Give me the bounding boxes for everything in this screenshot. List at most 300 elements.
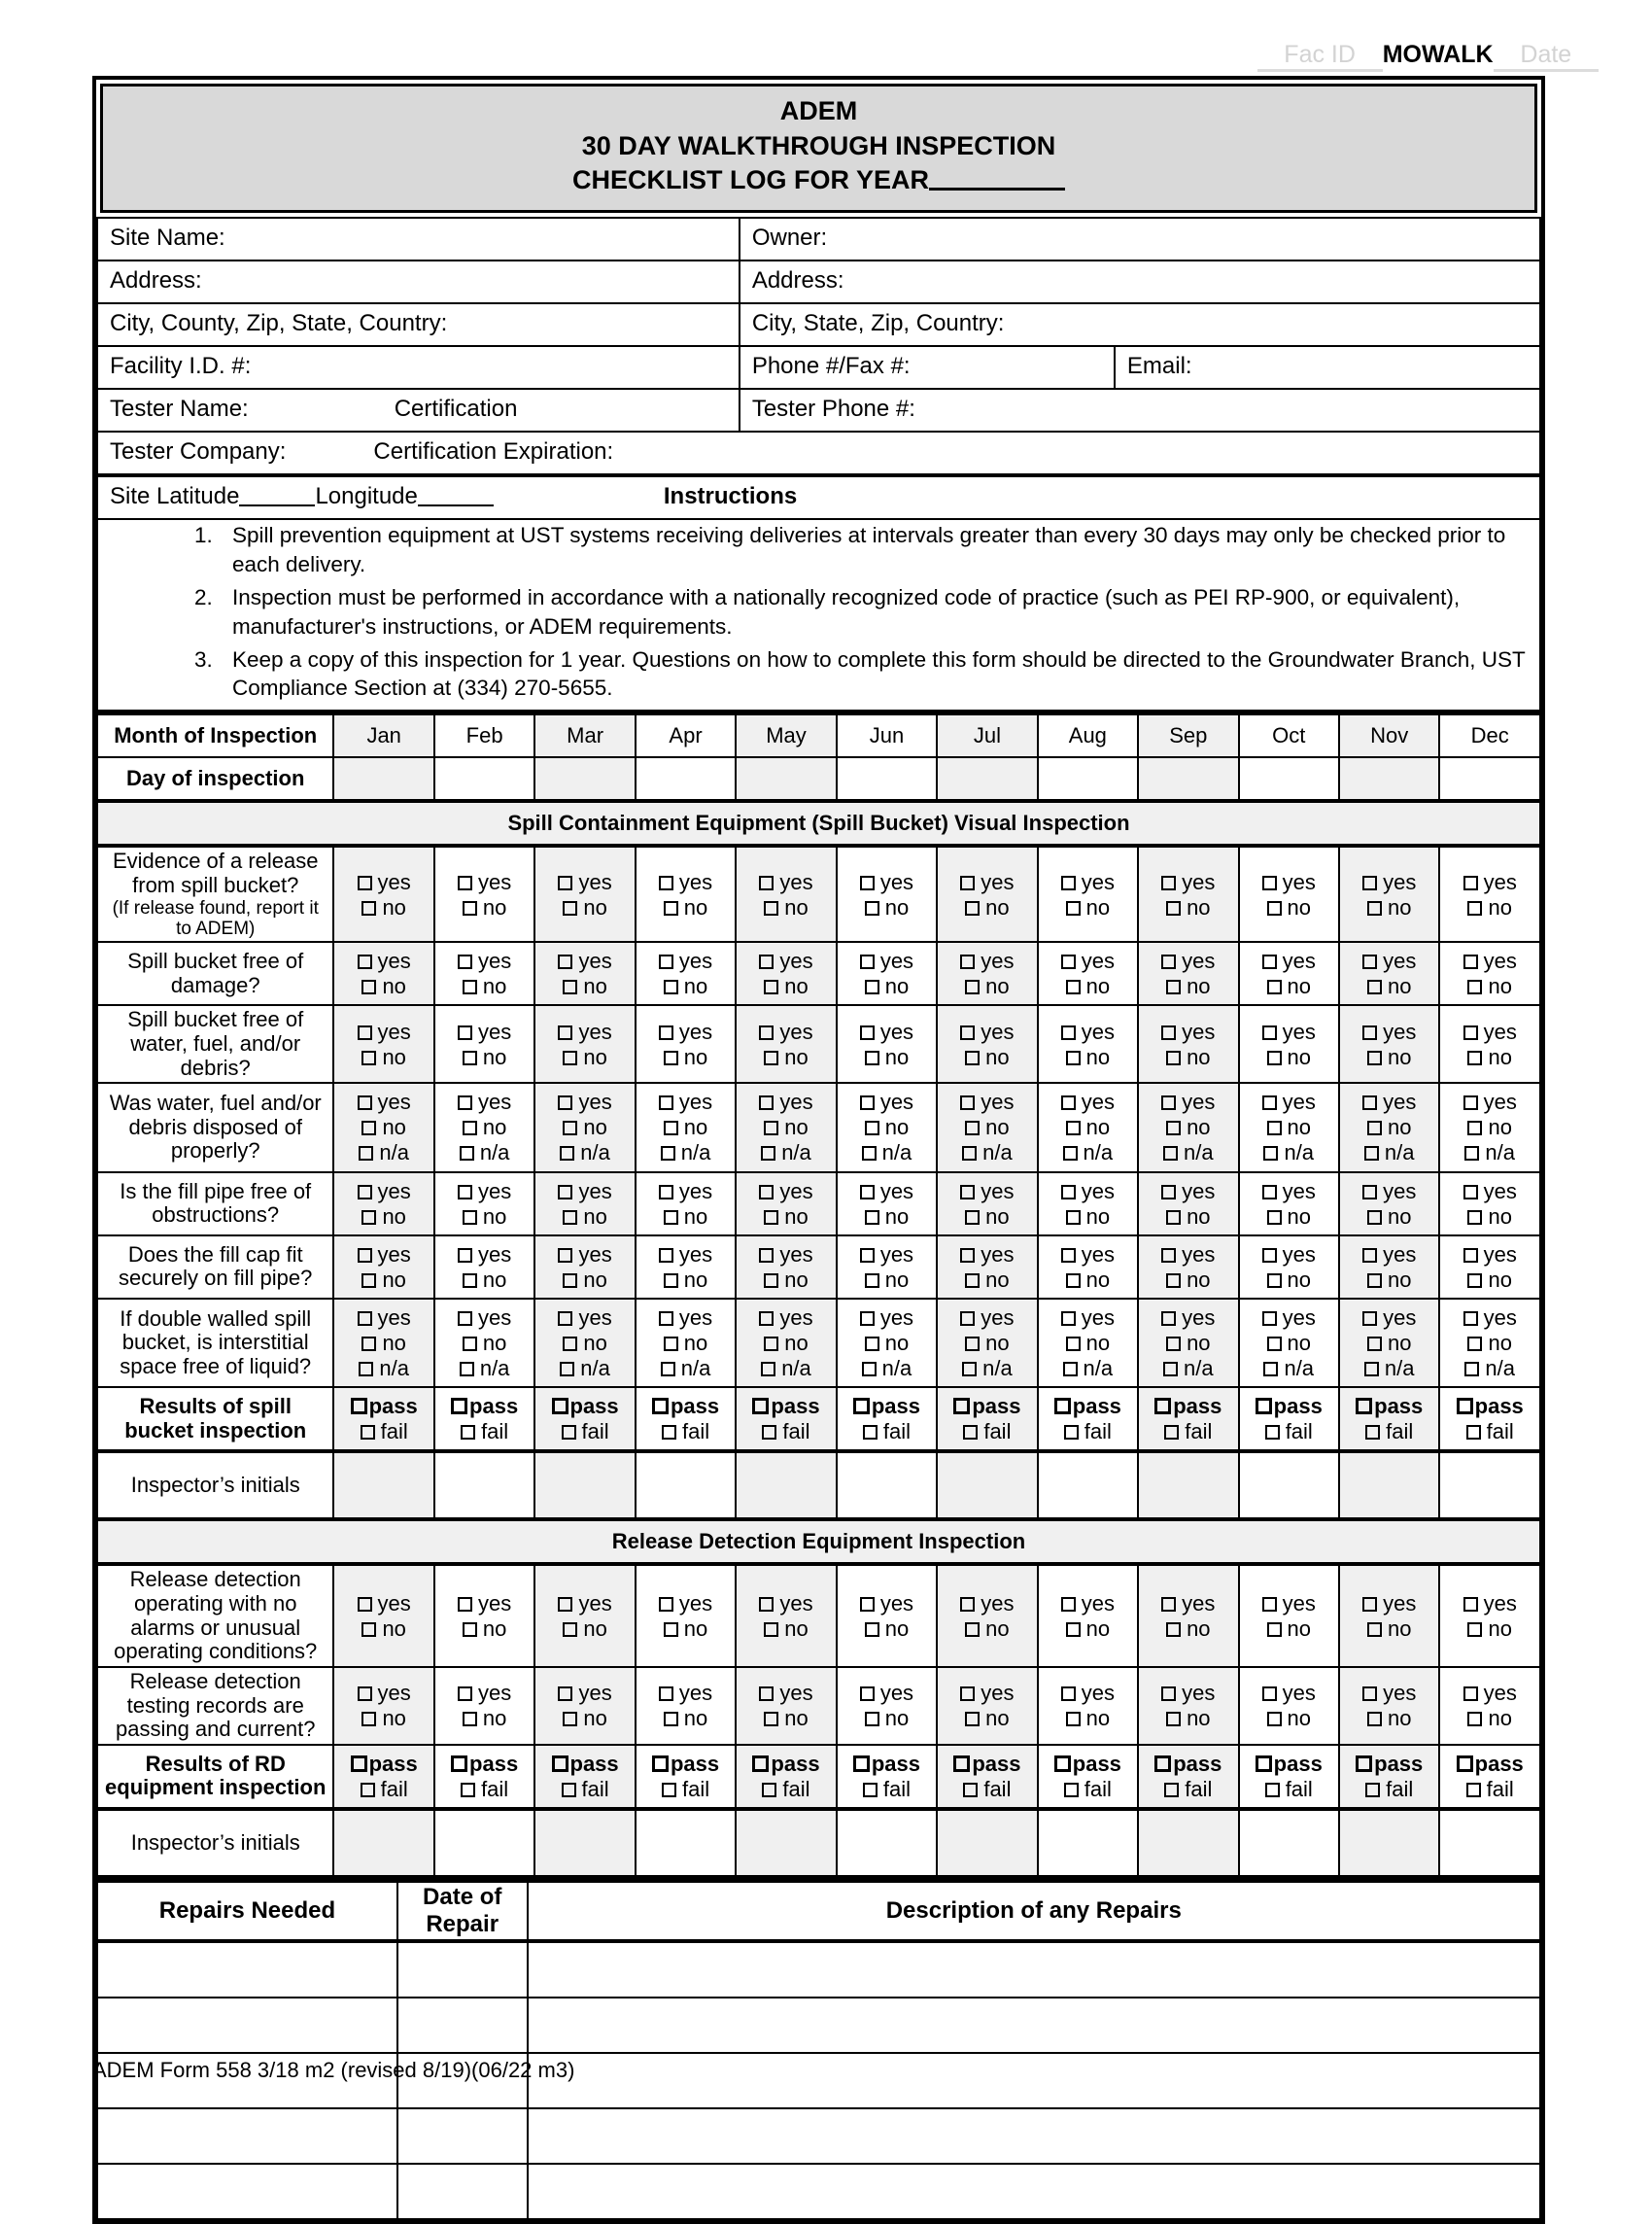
day-input-cell[interactable] <box>1038 757 1138 801</box>
checkbox-cell[interactable] <box>1138 942 1238 1005</box>
checkbox-option-yes[interactable]: yes <box>1161 871 1215 893</box>
checkbox-icon[interactable] <box>865 1337 879 1351</box>
checkbox-cell[interactable] <box>434 1745 534 1809</box>
checkbox-cell[interactable] <box>1038 1667 1138 1745</box>
checkbox-cell[interactable] <box>1339 1667 1439 1745</box>
checkbox-icon[interactable] <box>960 955 975 969</box>
inspector-initials-cell[interactable] <box>434 1809 534 1877</box>
checkbox-option-no[interactable]: no <box>1467 975 1511 997</box>
checkbox-cell[interactable] <box>1239 1299 1339 1387</box>
checkbox-option-na[interactable]: n/a <box>862 1357 912 1379</box>
checkbox-cell[interactable] <box>434 1667 534 1745</box>
checkbox-option-na[interactable]: n/a <box>862 1141 912 1164</box>
checkbox-cell[interactable] <box>736 942 836 1005</box>
checkbox-cell[interactable] <box>1038 1005 1138 1083</box>
checkbox-option-yes[interactable]: yes <box>659 1592 712 1615</box>
checkbox-option-yes[interactable]: yes <box>1463 1592 1517 1615</box>
checkbox-option-no[interactable]: no <box>1367 896 1411 919</box>
checkbox-icon[interactable] <box>1267 1051 1282 1065</box>
checkbox-option-pass[interactable]: pass <box>1356 1753 1423 1775</box>
checkbox-option-pass[interactable]: pass <box>853 1395 920 1417</box>
checkbox-cell[interactable] <box>333 846 433 942</box>
checkbox-option-no[interactable]: no <box>463 1205 506 1228</box>
inspector-initials-cell[interactable] <box>1239 1451 1339 1519</box>
checkbox-icon[interactable] <box>664 1622 678 1637</box>
checkbox-option-fail[interactable]: fail <box>1064 1778 1112 1800</box>
checkbox-cell[interactable] <box>736 1745 836 1809</box>
checkbox-icon[interactable] <box>1061 1597 1076 1612</box>
checkbox-cell[interactable] <box>1439 1299 1540 1387</box>
checkbox-icon[interactable] <box>558 876 572 890</box>
inspector-initials-cell[interactable] <box>1138 1451 1238 1519</box>
checkbox-icon[interactable] <box>1463 1248 1478 1263</box>
checkbox-icon[interactable] <box>463 980 477 994</box>
checkbox-option-no[interactable]: no <box>1467 1268 1511 1291</box>
checkbox-cell[interactable] <box>937 1564 1037 1667</box>
checkbox-icon[interactable] <box>451 1398 467 1414</box>
checkbox-option-pass[interactable]: pass <box>351 1395 418 1417</box>
checkbox-option-yes[interactable]: yes <box>1061 1592 1115 1615</box>
owner-address-field[interactable]: Address: <box>740 261 1540 303</box>
checkbox-icon[interactable] <box>960 1248 975 1263</box>
checkbox-option-na[interactable]: n/a <box>761 1357 811 1379</box>
checkbox-option-yes[interactable]: yes <box>1262 1592 1316 1615</box>
checkbox-option-yes[interactable]: yes <box>960 1306 1014 1329</box>
checkbox-icon[interactable] <box>461 1783 475 1797</box>
checkbox-option-no[interactable]: no <box>1166 1707 1210 1729</box>
checkbox-icon[interactable] <box>1163 1362 1178 1376</box>
checkbox-icon[interactable] <box>1467 1210 1482 1225</box>
checkbox-cell[interactable] <box>434 1387 534 1451</box>
checkbox-option-no[interactable]: no <box>463 1617 506 1640</box>
checkbox-option-no[interactable]: no <box>361 1116 405 1138</box>
checkbox-icon[interactable] <box>361 980 376 994</box>
checkbox-icon[interactable] <box>761 1146 775 1161</box>
checkbox-icon[interactable] <box>1367 901 1382 916</box>
checkbox-option-na[interactable]: n/a <box>1364 1141 1415 1164</box>
checkbox-option-na[interactable]: n/a <box>761 1141 811 1164</box>
email-field[interactable] <box>1115 346 1540 389</box>
checkbox-icon[interactable] <box>963 1425 978 1440</box>
checkbox-option-na[interactable]: n/a <box>1263 1141 1314 1164</box>
phone-fax-field[interactable] <box>740 346 1115 389</box>
checkbox-icon[interactable] <box>860 1248 875 1263</box>
checkbox-option-no[interactable]: no <box>764 1268 808 1291</box>
checkbox-icon[interactable] <box>860 1686 875 1701</box>
inspector-initials-cell[interactable] <box>1339 1809 1439 1877</box>
checkbox-option-yes[interactable]: yes <box>1161 1180 1215 1202</box>
checkbox-icon[interactable] <box>1367 1210 1382 1225</box>
checkbox-option-no[interactable]: no <box>764 975 808 997</box>
checkbox-cell[interactable] <box>434 1235 534 1299</box>
checkbox-cell[interactable] <box>736 1005 836 1083</box>
checkbox-icon[interactable] <box>762 1425 776 1440</box>
checkbox-icon[interactable] <box>1362 1185 1377 1199</box>
checkbox-option-yes[interactable]: yes <box>1362 1682 1416 1704</box>
checkbox-icon[interactable] <box>764 1273 778 1288</box>
checkbox-icon[interactable] <box>764 1121 778 1135</box>
checkbox-option-pass[interactable]: pass <box>1256 1753 1323 1775</box>
checkbox-icon[interactable] <box>361 901 376 916</box>
checkbox-option-yes[interactable]: yes <box>1463 1243 1517 1266</box>
checkbox-option-no[interactable]: no <box>865 1332 909 1354</box>
checkbox-icon[interactable] <box>865 901 879 916</box>
checkbox-option-yes[interactable]: yes <box>458 1682 511 1704</box>
checkbox-option-no[interactable]: no <box>1066 1707 1110 1729</box>
checkbox-icon[interactable] <box>1367 1337 1382 1351</box>
checkbox-option-no[interactable]: no <box>664 1617 707 1640</box>
checkbox-cell[interactable] <box>636 1235 736 1299</box>
checkbox-icon[interactable] <box>1256 1755 1272 1772</box>
checkbox-icon[interactable] <box>1161 955 1176 969</box>
inspector-initials-cell[interactable] <box>937 1809 1037 1877</box>
checkbox-option-yes[interactable]: yes <box>1061 1180 1115 1202</box>
checkbox-icon[interactable] <box>460 1146 474 1161</box>
checkbox-option-yes[interactable]: yes <box>759 1180 812 1202</box>
checkbox-option-yes[interactable]: yes <box>458 871 511 893</box>
checkbox-option-no[interactable]: no <box>1367 1046 1411 1068</box>
checkbox-icon[interactable] <box>358 1686 372 1701</box>
checkbox-icon[interactable] <box>759 955 774 969</box>
checkbox-icon[interactable] <box>965 1273 980 1288</box>
checkbox-cell[interactable] <box>937 1005 1037 1083</box>
checkbox-cell[interactable] <box>1038 1235 1138 1299</box>
checkbox-option-no[interactable]: no <box>764 1205 808 1228</box>
checkbox-option-yes[interactable]: yes <box>759 871 812 893</box>
checkbox-cell[interactable] <box>333 1235 433 1299</box>
checkbox-icon[interactable] <box>560 1362 574 1376</box>
checkbox-cell[interactable] <box>736 1564 836 1667</box>
inspector-initials-cell[interactable] <box>837 1451 937 1519</box>
checkbox-icon[interactable] <box>759 1025 774 1040</box>
checkbox-option-yes[interactable]: yes <box>458 1306 511 1329</box>
checkbox-icon[interactable] <box>563 980 577 994</box>
checkbox-cell[interactable] <box>333 942 433 1005</box>
checkbox-cell[interactable] <box>837 1005 937 1083</box>
checkbox-icon[interactable] <box>1467 1121 1482 1135</box>
checkbox-icon[interactable] <box>1061 1185 1076 1199</box>
checkbox-icon[interactable] <box>1061 876 1076 890</box>
checkbox-cell[interactable] <box>736 1299 836 1387</box>
checkbox-option-yes[interactable]: yes <box>1161 1091 1215 1113</box>
checkbox-option-yes[interactable]: yes <box>1061 950 1115 972</box>
checkbox-option-yes[interactable]: yes <box>1061 871 1115 893</box>
day-input-cell[interactable] <box>837 757 937 801</box>
checkbox-option-yes[interactable]: yes <box>458 1180 511 1202</box>
checkbox-option-yes[interactable]: yes <box>1362 871 1416 893</box>
checkbox-icon[interactable] <box>1463 876 1478 890</box>
checkbox-icon[interactable] <box>1467 1273 1482 1288</box>
checkbox-option-no[interactable]: no <box>563 1116 606 1138</box>
checkbox-cell[interactable] <box>1339 1745 1439 1809</box>
checkbox-option-pass[interactable]: pass <box>1356 1395 1423 1417</box>
checkbox-option-no[interactable]: no <box>563 1332 606 1354</box>
checkbox-option-no[interactable]: no <box>1066 1268 1110 1291</box>
checkbox-option-pass[interactable]: pass <box>451 1753 518 1775</box>
inspector-initials-cell[interactable] <box>636 1809 736 1877</box>
checkbox-option-no[interactable]: no <box>764 896 808 919</box>
checkbox-icon[interactable] <box>862 1146 877 1161</box>
checkbox-option-yes[interactable]: yes <box>1362 1091 1416 1113</box>
checkbox-option-no[interactable]: no <box>1066 1617 1110 1640</box>
checkbox-option-no[interactable]: no <box>965 1707 1009 1729</box>
inspector-initials-cell[interactable] <box>937 1451 1037 1519</box>
repairs-cell[interactable] <box>528 1941 1540 1998</box>
checkbox-option-no[interactable]: no <box>764 1046 808 1068</box>
checkbox-icon[interactable] <box>662 1783 676 1797</box>
checkbox-icon[interactable] <box>664 901 678 916</box>
checkbox-option-yes[interactable]: yes <box>558 1306 611 1329</box>
tester-name-field[interactable] <box>97 389 740 432</box>
checkbox-option-no[interactable]: no <box>1467 896 1511 919</box>
checkbox-option-no[interactable]: no <box>1267 1046 1311 1068</box>
checkbox-option-no[interactable]: no <box>664 1046 707 1068</box>
checkbox-icon[interactable] <box>1063 1146 1078 1161</box>
checkbox-icon[interactable] <box>1267 1712 1282 1726</box>
day-input-cell[interactable] <box>736 757 836 801</box>
checkbox-option-no[interactable]: no <box>463 1268 506 1291</box>
checkbox-option-fail[interactable]: fail <box>1466 1420 1514 1442</box>
checkbox-option-no[interactable]: no <box>764 1116 808 1138</box>
checkbox-cell[interactable] <box>1138 1564 1238 1667</box>
checkbox-icon[interactable] <box>361 1425 375 1440</box>
checkbox-cell[interactable] <box>534 1299 635 1387</box>
checkbox-icon[interactable] <box>1463 955 1478 969</box>
checkbox-icon[interactable] <box>963 1783 978 1797</box>
checkbox-icon[interactable] <box>965 1337 980 1351</box>
checkbox-cell[interactable] <box>534 942 635 1005</box>
tester-company-field[interactable] <box>97 432 1540 474</box>
checkbox-cell[interactable] <box>534 1667 635 1745</box>
checkbox-icon[interactable] <box>1061 1311 1076 1326</box>
day-input-cell[interactable] <box>434 757 534 801</box>
checkbox-option-na[interactable]: n/a <box>460 1357 510 1379</box>
checkbox-option-yes[interactable]: yes <box>860 1091 913 1113</box>
checkbox-icon[interactable] <box>1066 1622 1081 1637</box>
checkbox-icon[interactable] <box>1066 1210 1081 1225</box>
checkbox-icon[interactable] <box>463 1712 477 1726</box>
checkbox-cell[interactable] <box>1239 1667 1339 1745</box>
checkbox-icon[interactable] <box>563 1121 577 1135</box>
checkbox-icon[interactable] <box>1166 1337 1181 1351</box>
checkbox-icon[interactable] <box>659 1597 673 1612</box>
checkbox-option-yes[interactable]: yes <box>659 1306 712 1329</box>
checkbox-option-yes[interactable]: yes <box>960 871 1014 893</box>
checkbox-icon[interactable] <box>965 1712 980 1726</box>
owner-city-field[interactable]: City, State, Zip, Country: <box>740 303 1540 346</box>
checkbox-icon[interactable] <box>1064 1425 1079 1440</box>
checkbox-icon[interactable] <box>1464 1362 1479 1376</box>
checkbox-option-no[interactable]: no <box>865 1205 909 1228</box>
checkbox-option-yes[interactable]: yes <box>358 1180 411 1202</box>
checkbox-cell[interactable] <box>1339 1005 1439 1083</box>
checkbox-option-yes[interactable]: yes <box>960 950 1014 972</box>
checkbox-icon[interactable] <box>865 1210 879 1225</box>
checkbox-cell[interactable] <box>1038 1745 1138 1809</box>
checkbox-cell[interactable] <box>534 1564 635 1667</box>
checkbox-icon[interactable] <box>1467 1712 1482 1726</box>
checkbox-cell[interactable] <box>1038 1172 1138 1235</box>
checkbox-option-fail[interactable]: fail <box>1064 1420 1112 1442</box>
checkbox-icon[interactable] <box>1466 1425 1481 1440</box>
checkbox-icon[interactable] <box>1066 901 1081 916</box>
checkbox-option-yes[interactable]: yes <box>1061 1306 1115 1329</box>
checkbox-icon[interactable] <box>1061 1248 1076 1263</box>
checkbox-option-no[interactable]: no <box>361 1332 405 1354</box>
checkbox-icon[interactable] <box>358 955 372 969</box>
checkbox-icon[interactable] <box>764 1337 778 1351</box>
checkbox-icon[interactable] <box>1262 1311 1277 1326</box>
checkbox-icon[interactable] <box>1262 1095 1277 1110</box>
checkbox-option-yes[interactable]: yes <box>1061 1091 1115 1113</box>
repairs-cell[interactable] <box>97 1941 397 1998</box>
checkbox-option-yes[interactable]: yes <box>759 950 812 972</box>
checkbox-icon[interactable] <box>1166 1121 1181 1135</box>
checkbox-option-yes[interactable]: yes <box>860 1306 913 1329</box>
checkbox-option-no[interactable]: no <box>1367 1332 1411 1354</box>
checkbox-option-yes[interactable]: yes <box>960 1682 1014 1704</box>
checkbox-cell[interactable] <box>1138 1387 1238 1451</box>
checkbox-cell[interactable] <box>333 1172 433 1235</box>
checkbox-cell[interactable] <box>837 1172 937 1235</box>
checkbox-icon[interactable] <box>1463 1597 1478 1612</box>
day-input-cell[interactable] <box>1239 757 1339 801</box>
checkbox-option-fail[interactable]: fail <box>361 1420 408 1442</box>
checkbox-option-pass[interactable]: pass <box>1457 1395 1524 1417</box>
checkbox-icon[interactable] <box>1063 1362 1078 1376</box>
inspector-initials-cell[interactable] <box>736 1809 836 1877</box>
checkbox-icon[interactable] <box>764 901 778 916</box>
checkbox-icon[interactable] <box>1466 1783 1481 1797</box>
checkbox-option-yes[interactable]: yes <box>659 1021 712 1043</box>
checkbox-cell[interactable] <box>1239 1005 1339 1083</box>
checkbox-option-yes[interactable]: yes <box>659 1180 712 1202</box>
checkbox-option-no[interactable]: no <box>1267 896 1311 919</box>
checkbox-option-yes[interactable]: yes <box>759 1021 812 1043</box>
checkbox-option-fail[interactable]: fail <box>562 1420 609 1442</box>
checkbox-cell[interactable] <box>1439 1387 1540 1451</box>
checkbox-option-fail[interactable]: fail <box>662 1778 709 1800</box>
checkbox-icon[interactable] <box>458 955 472 969</box>
checkbox-cell[interactable] <box>1138 1299 1238 1387</box>
checkbox-option-fail[interactable]: fail <box>863 1778 911 1800</box>
checkbox-cell[interactable] <box>1339 942 1439 1005</box>
checkbox-icon[interactable] <box>1263 1146 1278 1161</box>
checkbox-cell[interactable] <box>333 1005 433 1083</box>
checkbox-option-pass[interactable]: pass <box>953 1395 1020 1417</box>
checkbox-option-yes[interactable]: yes <box>558 1592 611 1615</box>
checkbox-icon[interactable] <box>1166 1051 1181 1065</box>
checkbox-icon[interactable] <box>1467 1051 1482 1065</box>
checkbox-cell[interactable] <box>1339 1299 1439 1387</box>
checkbox-icon[interactable] <box>960 876 975 890</box>
checkbox-cell[interactable] <box>534 1083 635 1171</box>
checkbox-cell[interactable] <box>1138 1235 1238 1299</box>
checkbox-icon[interactable] <box>458 876 472 890</box>
checkbox-option-no[interactable]: no <box>965 975 1009 997</box>
checkbox-option-fail[interactable]: fail <box>562 1778 609 1800</box>
checkbox-option-yes[interactable]: yes <box>358 950 411 972</box>
checkbox-option-yes[interactable]: yes <box>1262 1021 1316 1043</box>
checkbox-cell[interactable] <box>937 846 1037 942</box>
checkbox-option-fail[interactable]: fail <box>1164 1420 1212 1442</box>
checkbox-option-no[interactable]: no <box>865 1617 909 1640</box>
repairs-cell[interactable] <box>397 1998 528 2053</box>
checkbox-icon[interactable] <box>1166 1210 1181 1225</box>
checkbox-option-no[interactable]: no <box>1267 1116 1311 1138</box>
checkbox-option-yes[interactable]: yes <box>1463 1180 1517 1202</box>
checkbox-icon[interactable] <box>1262 1185 1277 1199</box>
checkbox-option-no[interactable]: no <box>361 1617 405 1640</box>
inspector-initials-cell[interactable] <box>1038 1451 1138 1519</box>
checkbox-icon[interactable] <box>659 1686 673 1701</box>
checkbox-option-yes[interactable]: yes <box>960 1180 1014 1202</box>
checkbox-icon[interactable] <box>652 1398 669 1414</box>
checkbox-icon[interactable] <box>563 901 577 916</box>
checkbox-icon[interactable] <box>1161 1095 1176 1110</box>
checkbox-option-pass[interactable]: pass <box>1256 1395 1323 1417</box>
checkbox-cell[interactable] <box>1439 1745 1540 1809</box>
checkbox-icon[interactable] <box>1365 1425 1380 1440</box>
day-input-cell[interactable] <box>1138 757 1238 801</box>
checkbox-icon[interactable] <box>664 1712 678 1726</box>
checkbox-icon[interactable] <box>463 1622 477 1637</box>
checkbox-option-fail[interactable]: fail <box>461 1778 508 1800</box>
checkbox-icon[interactable] <box>960 1686 975 1701</box>
checkbox-option-no[interactable]: no <box>965 1617 1009 1640</box>
checkbox-icon[interactable] <box>1362 1095 1377 1110</box>
inspector-initials-cell[interactable] <box>333 1809 433 1877</box>
site-name-field[interactable]: Site Name: <box>97 218 740 261</box>
checkbox-icon[interactable] <box>1166 980 1181 994</box>
checkbox-option-yes[interactable]: yes <box>358 1091 411 1113</box>
checkbox-cell[interactable] <box>837 1745 937 1809</box>
checkbox-icon[interactable] <box>1362 955 1377 969</box>
checkbox-cell[interactable] <box>1339 846 1439 942</box>
checkbox-icon[interactable] <box>1457 1755 1473 1772</box>
checkbox-option-yes[interactable]: yes <box>659 1243 712 1266</box>
checkbox-icon[interactable] <box>1367 1121 1382 1135</box>
checkbox-option-yes[interactable]: yes <box>960 1243 1014 1266</box>
checkbox-option-yes[interactable]: yes <box>1463 1021 1517 1043</box>
checkbox-icon[interactable] <box>962 1146 977 1161</box>
checkbox-option-yes[interactable]: yes <box>1262 1306 1316 1329</box>
checkbox-icon[interactable] <box>1161 876 1176 890</box>
checkbox-cell[interactable] <box>837 1235 937 1299</box>
checkbox-icon[interactable] <box>1265 1783 1280 1797</box>
repairs-cell[interactable] <box>397 2108 528 2164</box>
checkbox-icon[interactable] <box>358 876 372 890</box>
checkbox-icon[interactable] <box>1463 1686 1478 1701</box>
checkbox-option-no[interactable]: no <box>463 1046 506 1068</box>
checkbox-cell[interactable] <box>937 942 1037 1005</box>
checkbox-icon[interactable] <box>451 1755 467 1772</box>
checkbox-icon[interactable] <box>1163 1146 1178 1161</box>
checkbox-cell[interactable] <box>636 846 736 942</box>
checkbox-option-no[interactable]: no <box>664 1116 707 1138</box>
checkbox-option-yes[interactable]: yes <box>358 1021 411 1043</box>
checkbox-icon[interactable] <box>358 1185 372 1199</box>
checkbox-icon[interactable] <box>762 1783 776 1797</box>
checkbox-icon[interactable] <box>1066 1273 1081 1288</box>
checkbox-option-yes[interactable]: yes <box>659 1091 712 1113</box>
checkbox-option-no[interactable]: no <box>463 975 506 997</box>
checkbox-option-no[interactable]: no <box>764 1707 808 1729</box>
checkbox-option-fail[interactable]: fail <box>1466 1778 1514 1800</box>
checkbox-option-no[interactable]: no <box>563 1046 606 1068</box>
checkbox-icon[interactable] <box>860 1185 875 1199</box>
inspector-initials-cell[interactable] <box>1038 1809 1138 1877</box>
